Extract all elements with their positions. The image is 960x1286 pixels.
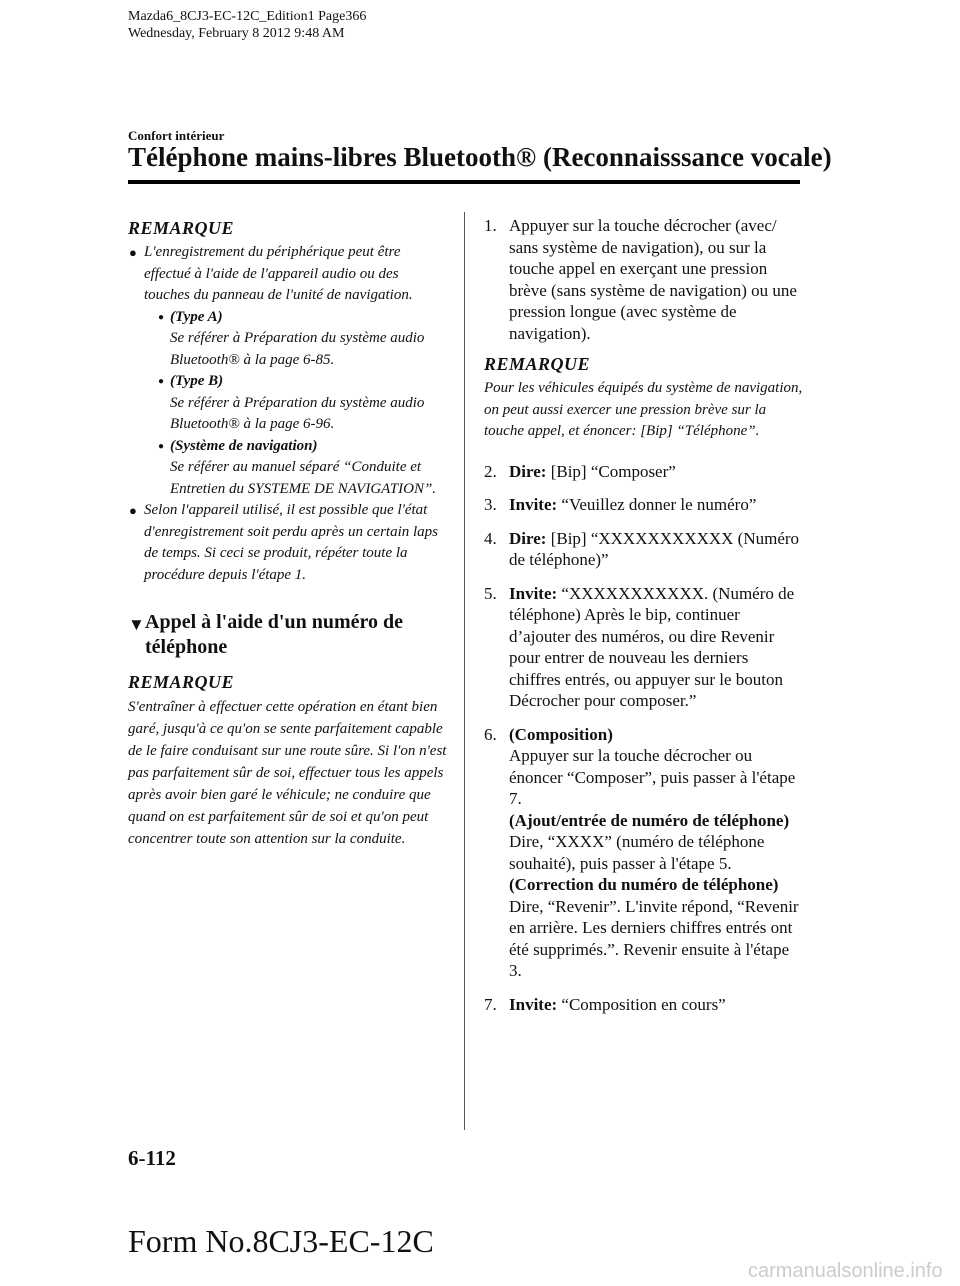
step-item (484, 494, 804, 516)
remark-subitem (128, 307, 448, 372)
bullet-icon: ● (129, 503, 137, 518)
step-text: Dire, “XXXX” (numéro de téléphone souhaité), puis passer à l'étape 5. (509, 832, 765, 873)
step-label: Invite: (509, 994, 558, 1014)
subsection-heading (128, 610, 448, 660)
step-subheading: (Ajout/entrée de numéro de téléphone) (509, 810, 790, 830)
step-item (484, 583, 804, 712)
bullet-icon: ● (158, 376, 165, 387)
remark-bullet (128, 242, 448, 307)
remark-text: Pour les véhicules équipés du système de navigation, on peut aussi exercer une pression brève sur la touche appel, et énoncer: [Bip] “Téléphone”. (484, 380, 803, 439)
remark-text: S'entraîner à effectuer cette opération en étant bien garé, jusqu'à ce qu'on se sente parfaitement capable de le faire conduisant sur une route sûre. Si l'on n'est pas parfaitement sûr de soi, effectuer tous les appels après avoir bien garé le véhicule; ne conduire que quand on est parfaitement sûr de soi et qu'on peut concentrer toute son attention sur la conduite. (128, 699, 447, 847)
remark-heading: REMARQUE (128, 672, 235, 692)
step-item (484, 528, 804, 571)
bullet-icon: ● (158, 311, 165, 323)
subitem-label: (Système de navigation) (170, 437, 318, 454)
title-rule (128, 180, 800, 184)
bullet-icon: ● (158, 440, 165, 452)
step-text: “Veuillez donner le numéro” (561, 495, 757, 514)
bullet-icon: ● (129, 245, 137, 260)
page-number: 6-112 (128, 1146, 176, 1170)
step-item (484, 994, 804, 1016)
remark-subitem (128, 371, 448, 436)
subsection-heading-text: Appel à l'aide d'un numéro de téléphone (145, 611, 404, 658)
step-label: Dire: (509, 461, 547, 481)
left-column (128, 218, 448, 850)
step-label: Invite: (509, 583, 558, 603)
step-subheading: (Composition) (509, 724, 613, 744)
page-title: Téléphone mains-libres Bluetooth® (Reconnaisssance vocale) (128, 142, 832, 172)
right-column (484, 215, 804, 1027)
section-title: Confort intérieur (128, 128, 225, 143)
step-text: [Bip] “XXXXXXXXXXX (Numéro de téléphone)” (509, 528, 800, 569)
step-number: 4. (484, 528, 497, 548)
step-number: 3. (484, 495, 497, 514)
bullet-text: L'enregistrement du périphérique peut être effectué à l'aide de l'appareil audio ou des touches du panneau de l'unité de navigation. (144, 244, 413, 303)
step-item (484, 461, 804, 483)
step-number: 5. (484, 583, 497, 603)
step-item (484, 724, 804, 982)
step-text: “XXXXXXXXXXX. (Numéro de téléphone) Après le bip, continuer d’ajouter des numéros, ou dire Revenir pour entrer de nouveau les derniers chiffres entrés, ou appuyer sur le bouton Décrocher pour composer.” (509, 583, 795, 710)
step-number: 6. (484, 724, 497, 744)
subitem-label: (Type B) (170, 373, 224, 389)
step-number: 2. (484, 461, 497, 481)
watermark: carmanualsonline.info (748, 1260, 943, 1282)
bullet-text: Selon l'appareil utilisé, il est possible que l'état d'enregistrement soit perdu après un certain laps de temps. Si ceci se produit, répéter toute la procédure depuis l'étape 1. (144, 502, 439, 583)
print-header-line1: Mazda6_8CJ3-EC-12C_Edition1 Page366 (128, 9, 367, 24)
print-header (128, 8, 366, 42)
triangle-down-icon: ▼ (128, 615, 145, 634)
step-number: 7. (484, 994, 497, 1014)
subitem-text: Se référer à Préparation du système audio Bluetooth® à la page 6-85. (170, 330, 425, 368)
step-text: [Bip] “Composer” (550, 461, 676, 481)
remark-subitem (128, 436, 448, 501)
step-label: Invite: (509, 495, 558, 514)
subitem-text: Se référer à Préparation du système audio Bluetooth® à la page 6-96. (170, 394, 425, 432)
step-text: Appuyer sur la touche décrocher (avec/ sans système de navigation), ou sur la touche appel en exerçant une pression brève (sans système de navigation) ou une pression longue (avec système de navigation). (509, 216, 797, 343)
step-text: “Composition en cours” (561, 994, 726, 1014)
step-subheading: (Correction du numéro de téléphone) (509, 875, 779, 894)
print-header-line2: Wednesday, February 8 2012 9:48 AM (128, 26, 345, 41)
remark-bullet (128, 500, 448, 586)
form-number: Form No.8CJ3-EC-12C (128, 1223, 434, 1259)
column-divider (464, 212, 465, 1130)
step-item (484, 215, 804, 344)
remark-heading: REMARQUE (484, 354, 591, 374)
subitem-label: (Type A) (170, 308, 223, 325)
step-label: Dire: (509, 528, 547, 548)
subitem-text: Se référer au manuel séparé “Conduite et Entretien du SYSTEME DE NAVIGATION”. (170, 459, 437, 497)
remark-heading: REMARQUE (128, 218, 235, 238)
step-number: 1. (484, 216, 497, 235)
step-text: Appuyer sur la touche décrocher ou énoncer “Composer”, puis passer à l'étape 7. (509, 746, 796, 808)
step-text: Dire, “Revenir”. L'invite répond, “Revenir en arrière. Les derniers chiffres entrés ont été supprimés.”. Revenir ensuite à l'étape 3. (509, 896, 799, 980)
